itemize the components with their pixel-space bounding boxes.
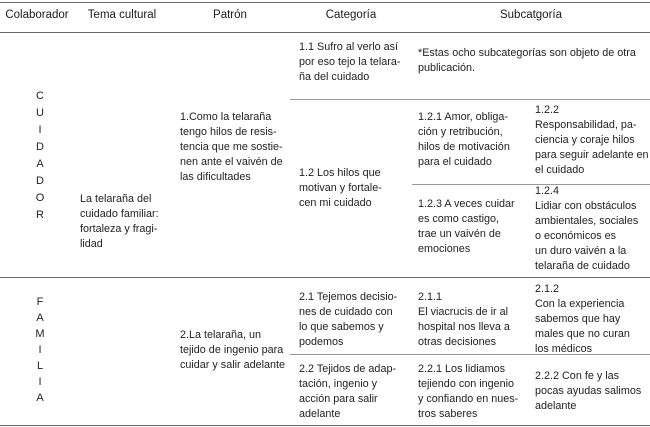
familia-letter: L (36, 360, 44, 372)
patron-1-text: 1.Como la telaraña tengo hilos de resis- tencia que me sostie- nen ante el vaivén de las dificultades (180, 111, 283, 183)
header-tema-cultural: Tema cultural (87, 9, 157, 21)
rule-bottom (0, 425, 650, 426)
patron-2-text: 2.La telaraña, un tejido de ingenio para cuidar y salir adelante (180, 329, 286, 371)
subcategoria-2-2-2-text: 2.2.2 Con fe y las pocas ayudas salimos adelante (535, 370, 642, 412)
categoria-2-2-text: 2.2 Tejidos de adap- tación, ingenio y acción para salir adelante (299, 363, 397, 420)
familia-letter: I (38, 376, 42, 388)
cuidador-vertical-label (0, 90, 80, 226)
cuidador-letter: C (36, 90, 44, 102)
header-subcategoria: Subcatgoría (499, 9, 562, 21)
categoria-1-1-text: 1.1 Sufro al verlo así por eso tejo la telara- ña del cuidado (299, 41, 401, 83)
subcategoria-1-2-2-text: 1.2.2 Responsabilidad, pa- ciencia y coraje hilos para seguir adelante en el cuidado (535, 104, 649, 176)
subcategoria-1-2-3-text: 1.2.3 A veces cuidar es como castigo, trae un vaivén de emociones (418, 198, 515, 255)
subcategoria-2-2-1-text: 2.2.1 Los lidiamos tejiendo con ingenio y confiando en nues- tros saberes (418, 363, 519, 420)
rule-top (0, 2, 650, 3)
cuidador-letter: D (36, 141, 44, 153)
familia-letter: I (38, 344, 42, 356)
familia-letter: M (35, 328, 45, 340)
subcategoria-1-2-4-text: 1.2.4 Lidiar con obstáculos ambientales, sociales o económicos es un duro vaivén a la telaraña de cuidado (535, 185, 639, 272)
cuidador-letter: U (36, 107, 44, 119)
header-categoria: Categoría (325, 9, 377, 21)
cuidador-letter: A (36, 158, 44, 170)
rule-header-bottom (0, 32, 650, 33)
header-colaborador: Colaborador (5, 9, 69, 21)
header-patron: Patrón (213, 9, 247, 21)
cuidador-letter: D (36, 175, 44, 187)
categoria-2-1-text: 2.1 Tejemos decisio- nes de cuidado con lo que sabemos y podemos (299, 291, 398, 348)
familia-letter: A (36, 312, 44, 324)
familia-letter: A (36, 392, 44, 404)
cuidador-letter: O (35, 192, 45, 204)
cuidador-letter: I (38, 124, 42, 136)
subcategoria-2-1-2-text: 2.1.2 Con la experiencia sabemos que hay males que no curan los médicos (535, 283, 630, 355)
rule-section-divider (0, 277, 650, 278)
subcategoria-1-2-1-text: 1.2.1 Amor, obliga- ción y retribución, hilos de motivación para el cuidado (418, 111, 510, 168)
categoria-1-2-text: 1.2 Los hilos que motivan y fortale- cen mi cuidado (299, 167, 382, 209)
familia-letter: F (36, 296, 44, 308)
tema-cultural-text: La telaraña del cuidado familiar: fortaleza y fragi- lidad (80, 193, 159, 250)
subcategoria-2-1-1-text: 2.1.1 El viacrucis de ir al hospital nos lleva a otras decisiones (418, 291, 510, 348)
rule-cat-1-1-bottom (290, 99, 650, 100)
familia-vertical-label (0, 296, 80, 408)
cuidador-letter: R (36, 209, 44, 221)
subcategorias-note: *Estas ocho subcategorías son objeto de otra publicación. (418, 47, 636, 74)
